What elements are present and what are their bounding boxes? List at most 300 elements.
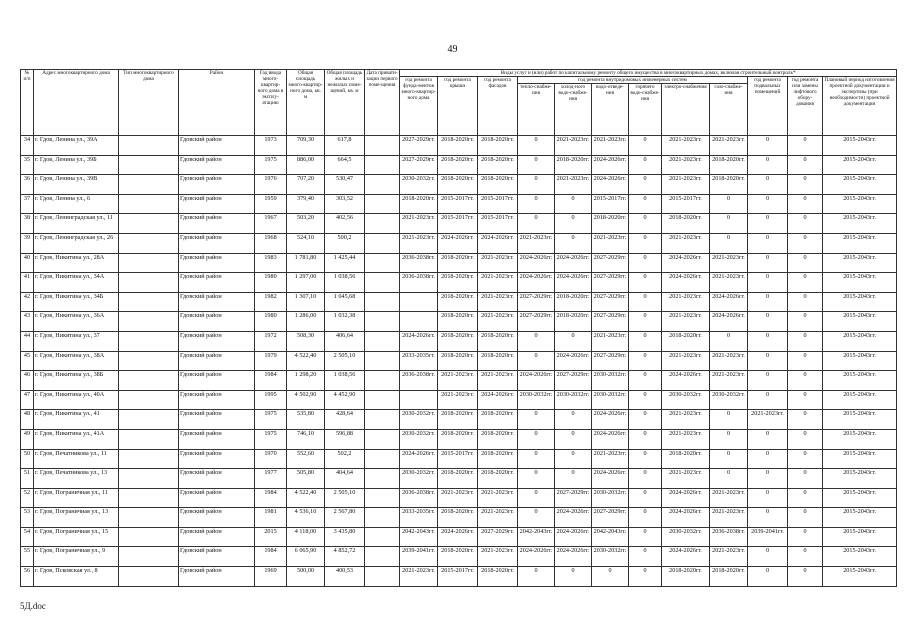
gas-cell: 0: [710, 410, 748, 430]
privatization-cell: [365, 410, 400, 430]
res-area-cell: 500,2: [325, 233, 365, 253]
cold-water-cell: 0: [555, 233, 592, 253]
facade-cell: 2021-2023гг.: [478, 253, 518, 273]
district-cell: Гдовский район: [179, 429, 255, 449]
header-foundation: год ремонта фунда-ментов много-квартир-ного дома: [400, 77, 438, 136]
gas-cell: 0: [710, 233, 748, 253]
privatization-cell: [365, 175, 400, 195]
privatization-cell: [365, 292, 400, 312]
gas-cell: 0: [710, 331, 748, 351]
type-cell: [119, 527, 179, 547]
plan-cell: 2015-2043гг.: [823, 410, 897, 430]
heat-cell: 2027-2029гг.: [518, 312, 555, 332]
roof-cell: 2015-2017гг.: [438, 567, 478, 587]
foundation-cell: 2036-2038гг.: [400, 253, 438, 273]
foundation-cell: 2036-2038гг.: [400, 371, 438, 391]
gas-cell: 0: [710, 214, 748, 234]
hot-water-cell: 0: [629, 390, 662, 410]
header-gas: газо-снабже-ния: [710, 84, 748, 136]
year-cell: 1968: [255, 233, 287, 253]
type-cell: [119, 331, 179, 351]
basement-cell: 0: [748, 175, 788, 195]
district-cell: Гдовский район: [179, 527, 255, 547]
hot-water-cell: 0: [629, 508, 662, 528]
type-cell: [119, 567, 179, 587]
type-cell: [119, 488, 179, 508]
heat-cell: 2027-2029гг.: [518, 292, 555, 312]
gas-cell: 0: [710, 449, 748, 469]
row-number: 51: [21, 469, 34, 489]
roof-cell: 2021-2023гг.: [438, 371, 478, 391]
plan-cell: 2015-2043гг.: [823, 253, 897, 273]
lift-cell: 0: [788, 469, 823, 489]
gas-cell: 2021-2023гг.: [710, 273, 748, 293]
gas-cell: 2024-2026гг.: [710, 312, 748, 332]
hot-water-cell: 0: [629, 175, 662, 195]
basement-cell: 0: [748, 547, 788, 567]
gas-cell: 2018-2020гг.: [710, 155, 748, 175]
basement-cell: 0: [748, 469, 788, 489]
table-row: [21, 155, 897, 175]
year-cell: 1984: [255, 488, 287, 508]
electric-cell: 2018-2020гг.: [662, 331, 710, 351]
heat-cell: 2030-2032гг.: [518, 390, 555, 410]
address-cell: г. Гдов, Никитина ул., 41А: [34, 429, 119, 449]
total-area-cell: 1 781,80: [287, 253, 325, 273]
type-cell: [119, 175, 179, 195]
electric-cell: 2021-2023гг.: [662, 292, 710, 312]
basement-cell: 0: [748, 508, 788, 528]
total-area-cell: 1 298,20: [287, 371, 325, 391]
hot-water-cell: 0: [629, 155, 662, 175]
lift-cell: 0: [788, 390, 823, 410]
year-cell: 1979: [255, 351, 287, 371]
table-row: [21, 469, 897, 489]
district-cell: Гдовский район: [179, 469, 255, 489]
lift-cell: 0: [788, 214, 823, 234]
district-cell: Гдовский район: [179, 136, 255, 156]
foundation-cell: 2024-2026гг.: [400, 331, 438, 351]
res-area-cell: 1 045,68: [325, 292, 365, 312]
plan-cell: 2015-2043гг.: [823, 292, 897, 312]
plan-cell: 2015-2043гг.: [823, 527, 897, 547]
table-row: [21, 214, 897, 234]
address-cell: г. Гдов, Пограничная ул., 13: [34, 508, 119, 528]
res-area-cell: 530,47: [325, 175, 365, 195]
lift-cell: 0: [788, 488, 823, 508]
heat-cell: 0: [518, 136, 555, 156]
heat-cell: 0: [518, 351, 555, 371]
hot-water-cell: 0: [629, 194, 662, 214]
header-total-area: Общая площадь много-квартир-ного дома, кв. м: [287, 70, 325, 136]
facade-cell: 2018-2020гг.: [478, 175, 518, 195]
year-cell: 1980: [255, 273, 287, 293]
privatization-cell: [365, 547, 400, 567]
address-cell: г. Гдов, Ленина ул., 39А: [34, 136, 119, 156]
address-cell: г. Гдов, Пограничная ул., 11: [34, 488, 119, 508]
header-res-area: Общая площадь жилых и нежилых поме-щений, кв. м: [325, 70, 365, 136]
res-area-cell: 4 452,90: [325, 390, 365, 410]
roof-cell: 2018-2020гг.: [438, 273, 478, 293]
address-cell: г. Гдов, Ленина ул., 39Б: [34, 155, 119, 175]
electric-cell: 2024-2026гг.: [662, 547, 710, 567]
district-cell: Гдовский район: [179, 390, 255, 410]
hot-water-cell: 0: [629, 233, 662, 253]
header-district: Район: [179, 70, 255, 136]
privatization-cell: [365, 312, 400, 332]
gas-cell: 0: [710, 469, 748, 489]
res-area-cell: 617,8: [325, 136, 365, 156]
table-row: [21, 488, 897, 508]
row-number: 39: [21, 233, 34, 253]
address-cell: г. Гдов, Ленинградская ул., 26: [34, 233, 119, 253]
sewer-cell: 2024-2026гг.: [592, 155, 629, 175]
plan-cell: 2015-2043гг.: [823, 390, 897, 410]
electric-cell: 2024-2026гг.: [662, 371, 710, 391]
year-cell: 1975: [255, 410, 287, 430]
plan-cell: 2015-2043гг.: [823, 175, 897, 195]
gas-cell: 2030-2032гг.: [710, 390, 748, 410]
cold-water-cell: 2024-2026гг.: [555, 253, 592, 273]
res-area-cell: 502,2: [325, 449, 365, 469]
district-cell: Гдовский район: [179, 331, 255, 351]
row-number: 41: [21, 273, 34, 293]
heat-cell: 2024-2026гг.: [518, 547, 555, 567]
electric-cell: 2021-2023гг.: [662, 155, 710, 175]
lift-cell: 0: [788, 331, 823, 351]
capital-repair-table: [20, 69, 897, 587]
cold-water-cell: 0: [555, 194, 592, 214]
privatization-cell: [365, 214, 400, 234]
total-area-cell: 1 307,10: [287, 292, 325, 312]
facade-cell: 2018-2020гг.: [478, 449, 518, 469]
privatization-cell: [365, 429, 400, 449]
facade-cell: 2018-2020гг.: [478, 469, 518, 489]
district-cell: Гдовский район: [179, 292, 255, 312]
gas-cell: 2021-2023гг.: [710, 136, 748, 156]
sewer-cell: 0: [592, 567, 629, 587]
cold-water-cell: 2024-2026гг.: [555, 508, 592, 528]
year-cell: 1959: [255, 194, 287, 214]
lift-cell: 0: [788, 155, 823, 175]
type-cell: [119, 351, 179, 371]
plan-cell: 2015-2043гг.: [823, 508, 897, 528]
basement-cell: 0: [748, 312, 788, 332]
table-row: [21, 175, 897, 195]
table-row: [21, 312, 897, 332]
privatization-cell: [365, 351, 400, 371]
facade-cell: 2018-2020гг.: [478, 155, 518, 175]
lift-cell: 0: [788, 429, 823, 449]
table-row: [21, 351, 897, 371]
hot-water-cell: 0: [629, 527, 662, 547]
address-cell: г. Гдов, Никитина ул., 28А: [34, 253, 119, 273]
total-area-cell: 524,10: [287, 233, 325, 253]
heat-cell: 2024-2026гг.: [518, 371, 555, 391]
electric-cell: 2018-2020гг.: [662, 567, 710, 587]
foundation-cell: 2039-2041гг.: [400, 547, 438, 567]
header-roof: год ремонта крыши: [438, 77, 478, 136]
type-cell: [119, 371, 179, 391]
year-cell: 1984: [255, 371, 287, 391]
total-area-cell: 552,60: [287, 449, 325, 469]
roof-cell: 2018-2020гг.: [438, 175, 478, 195]
foundation-cell: [400, 390, 438, 410]
facade-cell: 2018-2020гг.: [478, 429, 518, 449]
heat-cell: 0: [518, 449, 555, 469]
row-number: 44: [21, 331, 34, 351]
header-type: Тип многоквартирного дома: [119, 70, 179, 136]
res-area-cell: 1 032,38: [325, 312, 365, 332]
privatization-cell: [365, 233, 400, 253]
heat-cell: 0: [518, 194, 555, 214]
type-cell: [119, 233, 179, 253]
hot-water-cell: 0: [629, 547, 662, 567]
electric-cell: 2024-2026гг.: [662, 253, 710, 273]
district-cell: Гдовский район: [179, 312, 255, 332]
roof-cell: 2015-2017гг.: [438, 194, 478, 214]
basement-cell: 0: [748, 488, 788, 508]
plan-cell: 2015-2043гг.: [823, 371, 897, 391]
address-cell: г. Гдов, Пограничная ул., 15: [34, 527, 119, 547]
hot-water-cell: 0: [629, 273, 662, 293]
foundation-cell: 2036-2038гг.: [400, 273, 438, 293]
basement-cell: 0: [748, 214, 788, 234]
district-cell: Гдовский район: [179, 253, 255, 273]
cold-water-cell: 2027-2029гг.: [555, 488, 592, 508]
electric-cell: 2015-2017гг.: [662, 194, 710, 214]
table-row: [21, 136, 897, 156]
row-number: 54: [21, 527, 34, 547]
district-cell: Гдовский район: [179, 194, 255, 214]
address-cell: г. Гдов, Никитина ул., 37: [34, 331, 119, 351]
privatization-cell: [365, 449, 400, 469]
cold-water-cell: 2024-2026гг.: [555, 527, 592, 547]
gas-cell: 2024-2026гг.: [710, 292, 748, 312]
electric-cell: 2021-2023гг.: [662, 469, 710, 489]
type-cell: [119, 449, 179, 469]
facade-cell: 2027-2029гг.: [478, 527, 518, 547]
row-number: 55: [21, 547, 34, 567]
year-cell: 2015: [255, 527, 287, 547]
sewer-cell: 2027-2029гг.: [592, 273, 629, 293]
address-cell: г. Гдов, Никитина ул., 41: [34, 410, 119, 430]
sewer-cell: 2027-2029гг.: [592, 253, 629, 273]
sewer-cell: 2030-2032гг.: [592, 371, 629, 391]
header-hot-water: горячего водо-снабже-ния: [629, 84, 662, 136]
gas-cell: 0: [710, 194, 748, 214]
lift-cell: 0: [788, 547, 823, 567]
electric-cell: 2024-2026гг.: [662, 488, 710, 508]
lift-cell: 0: [788, 136, 823, 156]
district-cell: Гдовский район: [179, 233, 255, 253]
cold-water-cell: 0: [555, 429, 592, 449]
cold-water-cell: 2021-2023гг.: [555, 175, 592, 195]
heat-cell: 2042-2043гг.: [518, 527, 555, 547]
sewer-cell: 2024-2026гг.: [592, 469, 629, 489]
table-row: [21, 194, 897, 214]
table-row: [21, 273, 897, 293]
hot-water-cell: 0: [629, 371, 662, 391]
facade-cell: 2021-2023гг.: [478, 312, 518, 332]
address-cell: г. Гдов, Ленинградская ул., 11: [34, 214, 119, 234]
lift-cell: 0: [788, 233, 823, 253]
privatization-cell: [365, 371, 400, 391]
address-cell: г. Гдов, Никитина ул., 36А: [34, 312, 119, 332]
table-row: [21, 331, 897, 351]
address-cell: г. Гдов, Псковская ул., 8: [34, 567, 119, 587]
type-cell: [119, 410, 179, 430]
heat-cell: 0: [518, 175, 555, 195]
lift-cell: 0: [788, 449, 823, 469]
total-area-cell: 4 536,10: [287, 508, 325, 528]
foundation-cell: 2036-2038гг.: [400, 488, 438, 508]
basement-cell: 0: [748, 371, 788, 391]
privatization-cell: [365, 331, 400, 351]
district-cell: Гдовский район: [179, 508, 255, 528]
foundation-cell: 2030-2032гг.: [400, 429, 438, 449]
type-cell: [119, 273, 179, 293]
lift-cell: 0: [788, 175, 823, 195]
district-cell: Гдовский район: [179, 488, 255, 508]
foundation-cell: [400, 292, 438, 312]
header-heat: тепло-снабже-ния: [518, 84, 555, 136]
gas-cell: 2021-2023гг.: [710, 547, 748, 567]
foundation-cell: 2030-2032гг.: [400, 175, 438, 195]
cold-water-cell: 2024-2026гг.: [555, 273, 592, 293]
sewer-cell: 2021-2023гг.: [592, 331, 629, 351]
hot-water-cell: 0: [629, 429, 662, 449]
district-cell: Гдовский район: [179, 410, 255, 430]
year-cell: 1975: [255, 155, 287, 175]
plan-cell: 2015-2043гг.: [823, 155, 897, 175]
heat-cell: 0: [518, 508, 555, 528]
facade-cell: 2015-2017гг.: [478, 194, 518, 214]
sewer-cell: 2024-2026гг.: [592, 175, 629, 195]
roof-cell: 2018-2020гг.: [438, 351, 478, 371]
privatization-cell: [365, 469, 400, 489]
electric-cell: 2018-2020гг.: [662, 449, 710, 469]
res-area-cell: 664,5: [325, 155, 365, 175]
row-number: 53: [21, 508, 34, 528]
heat-cell: 0: [518, 331, 555, 351]
district-cell: Гдовский район: [179, 547, 255, 567]
total-area-cell: 503,20: [287, 214, 325, 234]
roof-cell: 2018-2020гг.: [438, 410, 478, 430]
row-number: 40: [21, 253, 34, 273]
basement-cell: 0: [748, 233, 788, 253]
sewer-cell: 2021-2023гг.: [592, 449, 629, 469]
sewer-cell: 2021-2023гг.: [592, 136, 629, 156]
table-row: [21, 233, 897, 253]
roof-cell: 2018-2020гг.: [438, 547, 478, 567]
type-cell: [119, 214, 179, 234]
plan-cell: 2015-2043гг.: [823, 194, 897, 214]
facade-cell: 2015-2017гг.: [478, 214, 518, 234]
table-row: [21, 527, 897, 547]
roof-cell: 2024-2026гг.: [438, 233, 478, 253]
roof-cell: 2024-2026гг.: [438, 527, 478, 547]
foundation-cell: 2027-2029гг.: [400, 136, 438, 156]
res-area-cell: 400,53: [325, 567, 365, 587]
plan-cell: 2015-2043гг.: [823, 273, 897, 293]
res-area-cell: 3 435,80: [325, 527, 365, 547]
basement-cell: 0: [748, 429, 788, 449]
address-cell: г. Гдов, Никитина ул., 34Б: [34, 292, 119, 312]
electric-cell: 2021-2023гг.: [662, 312, 710, 332]
privatization-cell: [365, 390, 400, 410]
plan-cell: 2015-2043гг.: [823, 214, 897, 234]
foundation-cell: 2033-2035гг.: [400, 351, 438, 371]
facade-cell: 2021-2023гг.: [478, 547, 518, 567]
hot-water-cell: 0: [629, 253, 662, 273]
roof-cell: 2018-2020гг.: [438, 312, 478, 332]
year-cell: 1976: [255, 175, 287, 195]
cold-water-cell: 2018-2020гг.: [555, 292, 592, 312]
basement-cell: 2021-2023гг.: [748, 410, 788, 430]
type-cell: [119, 547, 179, 567]
total-area-cell: 709,30: [287, 136, 325, 156]
district-cell: Гдовский район: [179, 273, 255, 293]
res-area-cell: 1 425,44: [325, 253, 365, 273]
address-cell: г. Гдов, Никитина ул., 40А: [34, 390, 119, 410]
sewer-cell: 2015-2017гг.: [592, 194, 629, 214]
roof-cell: 2018-2020гг.: [438, 253, 478, 273]
foundation-cell: 2030-2032гг.: [400, 410, 438, 430]
row-number: 37: [21, 194, 34, 214]
electric-cell: 2021-2023гг.: [662, 410, 710, 430]
row-number: 42: [21, 292, 34, 312]
facade-cell: 2021-2023гг.: [478, 273, 518, 293]
electric-cell: 2024-2026гг.: [662, 508, 710, 528]
address-cell: г. Гдов, Печатникова ул., 13: [34, 469, 119, 489]
header-year: Год ввода много-квартир-ного дома в эксплу-атацию: [255, 70, 287, 136]
row-number: 49: [21, 429, 34, 449]
row-number: 43: [21, 312, 34, 332]
heat-cell: 2024-2026гг.: [518, 253, 555, 273]
roof-cell: 2018-2020гг.: [438, 292, 478, 312]
res-area-cell: 1 038,56: [325, 273, 365, 293]
page-number: 49: [447, 44, 458, 55]
district-cell: Гдовский район: [179, 175, 255, 195]
hot-water-cell: 0: [629, 331, 662, 351]
year-cell: 1975: [255, 429, 287, 449]
row-number: 35: [21, 155, 34, 175]
foundation-cell: [400, 312, 438, 332]
gas-cell: 2021-2023гг.: [710, 253, 748, 273]
foundation-cell: 2030-2032гг.: [400, 469, 438, 489]
res-area-cell: 2 505,10: [325, 351, 365, 371]
plan-cell: 2015-2043гг.: [823, 312, 897, 332]
district-cell: Гдовский район: [179, 449, 255, 469]
total-area-cell: 505,80: [287, 469, 325, 489]
total-area-cell: 535,80: [287, 410, 325, 430]
facade-cell: 2018-2020гг.: [478, 351, 518, 371]
plan-cell: 2015-2043гг.: [823, 331, 897, 351]
heat-cell: 2024-2026гг.: [518, 273, 555, 293]
cold-water-cell: 0: [555, 449, 592, 469]
sewer-cell: 2042-2043гг.: [592, 527, 629, 547]
sewer-cell: 2024-2026гг.: [592, 429, 629, 449]
hot-water-cell: 0: [629, 351, 662, 371]
address-cell: г. Гдов, Никитина ул., 34А: [34, 273, 119, 293]
facade-cell: 2018-2020гг.: [478, 136, 518, 156]
basement-cell: 0: [748, 136, 788, 156]
row-number: 48: [21, 410, 34, 430]
address-cell: г. Гдов, Ленина ул., 6: [34, 194, 119, 214]
header-basement: год ремонта подвальных помещений: [748, 77, 788, 136]
year-cell: 1981: [255, 508, 287, 528]
